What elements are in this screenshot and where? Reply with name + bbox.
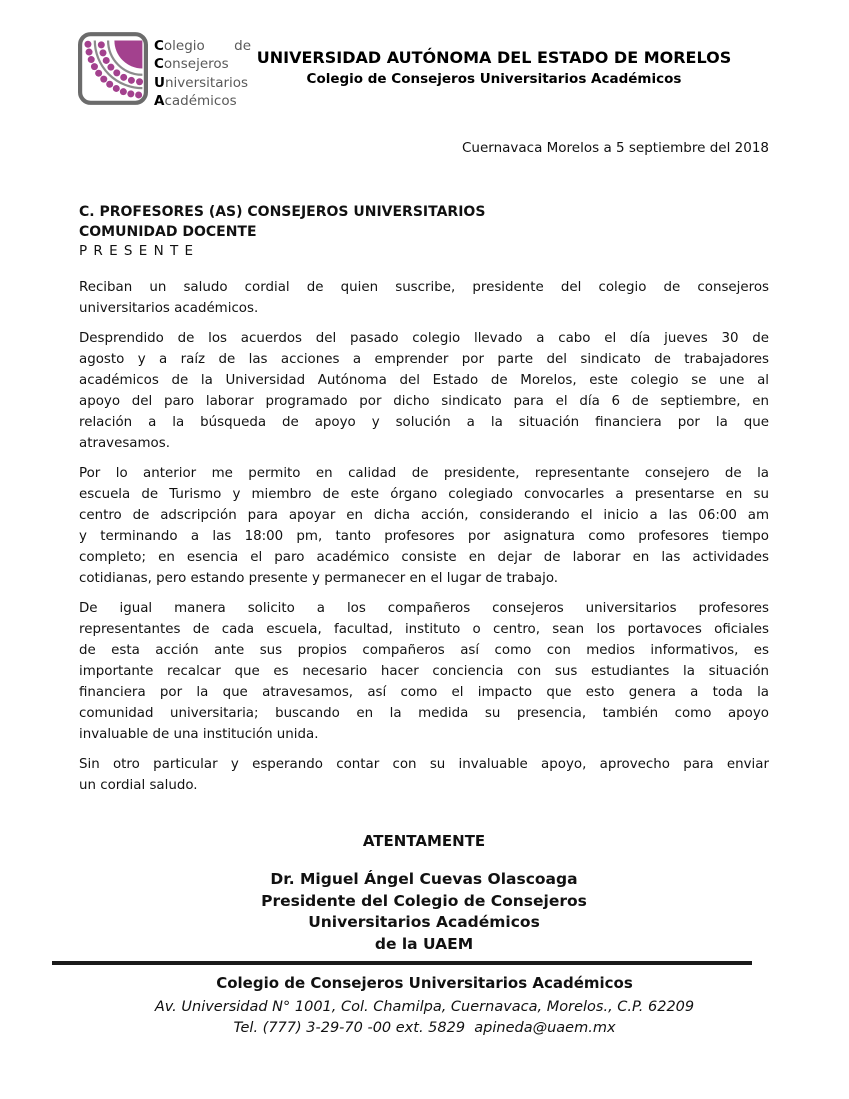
paragraph-5 [79,754,769,796]
text-line: completo; en esencia el paro académico consiste en dejar de laborar en las actividades [79,549,769,565]
text-line: relación a la búsqueda de apoyo y solución a la situación financiera por la que [79,414,769,430]
text-line: Por lo anterior me permito en calidad de presidente, representante consejero de la [79,465,769,481]
text-line: De igual manera solicito a los compañeros consejeros universitarios profesores [79,600,769,616]
text-line: Universitarios Académicos [308,913,540,931]
text-line: invaluable de una institución unida. [79,726,319,742]
college-subtitle: Colegio de Consejeros Universitarios Académicos [306,71,682,87]
masthead [248,48,740,87]
text-line: representantes de cada escuela, facultad, instituto o centro, sean los portavoces oficiales [79,621,769,637]
footer-contact: Tel. (777) 3-29-70 -00 ext. 5829 apineda@uaem.mx [233,1020,616,1036]
text-line: agosto y a raíz de las acciones a emprender por parte del sindicato de trabajadores [79,351,769,367]
text-line: Desprendido de los acuerdos del pasado colegio llevado a cabo el día jueves 30 de [79,330,769,346]
logo-wordmark-line [154,92,251,110]
text-line: escuela de Turismo y miembro de este órgano colegiado convocarles a presentarse en su [79,486,769,502]
logo-word-rest: onsejeros [163,56,229,73]
logo-word [154,37,205,55]
text-line: apoyo del paro laborar programado por dicho sindicato para el día 6 de septiembre, en [79,393,769,409]
university-title: UNIVERSIDAD AUTÓNOMA DEL ESTADO DE MORELOS [256,48,732,67]
text-line: Sin otro particular y esperando contar con su invaluable apoyo, aprovecho para enviar [79,756,769,772]
logo-word-rest: niversitarios [164,74,249,91]
closing-block [79,832,769,955]
recipient-line-1: C. PROFESORES (AS) CONSEJEROS UNIVERSITARIOS [79,204,486,220]
logo-initial: U [154,74,165,91]
paragraph-2 [79,328,769,454]
text-line: importante recalcar que es necesario hacer conciencia con sus estudiantes la situación [79,663,769,679]
letter-body [79,203,769,805]
text-line: de esta acción ante sus propios compañeros así como con medios informativos, es [79,642,769,658]
footer-org: Colegio de Consejeros Universitarios Académicos [216,974,633,992]
text-line: universitarios académicos. [79,300,259,316]
paragraph-3 [79,463,769,589]
ccua-logo [78,32,148,105]
text-line: Reciban un saludo cordial de quien suscribe, presidente del colegio de consejeros [79,279,769,295]
text-line: cotidianas, pero estando presente y permanecer en el lugar de trabajo. [79,570,559,586]
text-line: un cordial saludo. [79,777,198,793]
logo-initial: A [154,93,165,110]
recipient-line-2: COMUNIDAD DOCENTE [79,223,257,240]
logo-wordmark-line [154,37,251,55]
logo-initial: C [154,38,164,54]
text-line: atravesamos. [79,435,170,451]
logo-word: de [234,38,251,54]
logo-wordmark-line [154,74,251,92]
logo-wordmark [154,37,251,111]
footer-double-rule [52,961,752,965]
text-line: financiera por la que atravesamos, así como el impacto que esto genera a toda la [79,684,769,700]
text-line: centro de adscripción para apoyar en dicha acción, considerando el inicio a las 06:00 am [79,507,769,523]
logo-wordmark-line [154,55,251,73]
paragraphs [79,277,769,796]
text-line: Dr. Miguel Ángel Cuevas Olascoaga [270,870,578,888]
text-line: comunidad universitaria; buscando en la medida su presencia, también como apoyo [79,705,769,721]
text-line: de la UAEM [374,934,474,953]
text-line: académicos de la Universidad Autónoma del Estado de Morelos, este colegio se une al [79,372,769,388]
signature-block [79,869,769,955]
footer [0,961,849,1039]
logo-initial: C [154,56,164,73]
footer-address: Av. Universidad N° 1001, Col. Chamilpa, Cuernavaca, Morelos., C.P. 62209 [154,999,695,1015]
salutation: ATENTAMENTE [362,832,486,850]
text-line: y terminando a las 18:00 pm, tanto profesores por asignatura como profesores tiempo [79,528,769,544]
ccua-logo-icon [78,32,148,105]
recipient-presente: P R E S E N T E [79,243,195,259]
text-line: Presidente del Colegio de Consejeros [261,891,587,910]
date-line: Cuernavaca Morelos a 5 septiembre del 2018 [461,140,769,156]
logo-word-rest: olegio [163,38,205,54]
paragraph-4 [79,598,769,745]
logo-word-rest: cadémicos [164,93,237,110]
paragraph-1 [79,277,769,319]
